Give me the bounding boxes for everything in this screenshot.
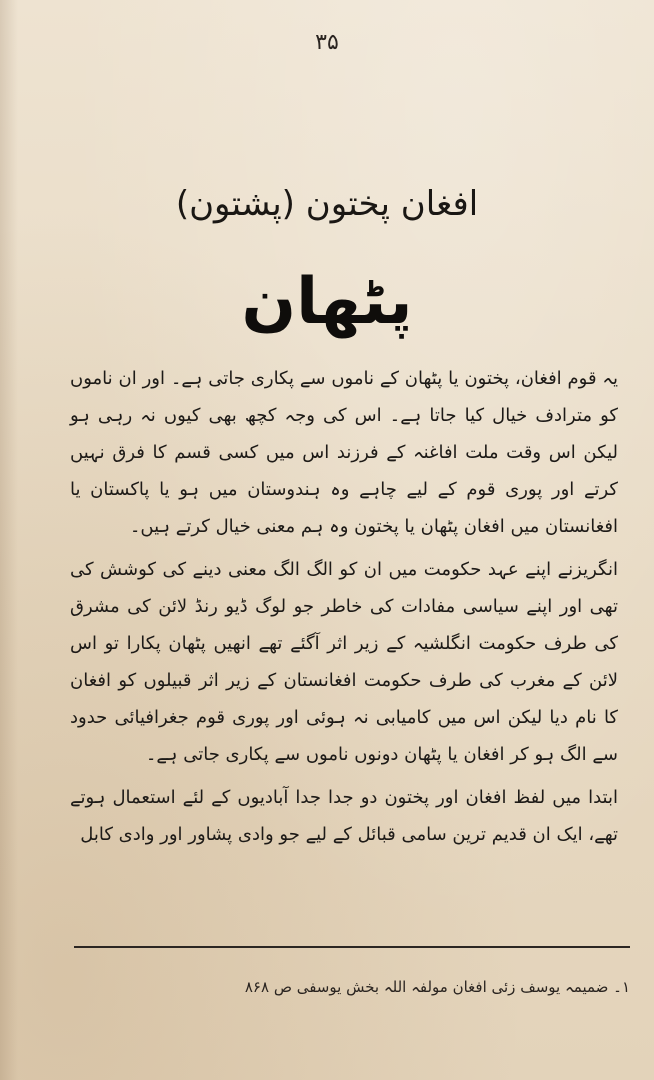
page-number: ۳۵ [315,30,339,55]
footnote: ۱۔ ضمیمہ یوسف زئی افغان مولفہ اللہ بخش یوسفی ص ۸۶۸ [244,978,630,996]
paragraph-1: یہ قوم افغان، پختون یا پٹھان کے ناموں سے پکاری جاتی ہے۔ اور ان ناموں کو مترادف خیال کیا جاتا ہے۔ اس کی وجہ کچھ بھی کیوں نہ رہی ہو لیکن اس وقت ملت افاغنہ کے فرزند اس میں کسی قسم کا فرق نہیں کرتے اور پوری قوم کے لیے چاہے وہ ہندوستان میں ہو یا پاکستان یا افغانستان میں افغان پٹھان یا پختون وہ ہم معنی خیال کرتے ہیں۔ [70,368,618,537]
page-edge-shadow [0,0,18,1080]
section-title: پٹھان [241,265,413,339]
body-text [70,360,618,859]
paragraph-2: انگریزنے اپنے عہد حکومت میں ان کو الگ الگ معنی دینے کی کوشش کی تھی اور اپنے سیاسی مفادات کی خاطر جو لوگ ڈیو رنڈ لائن کی مشرق کی طرف حکومت انگلشیہ کے زیر اثر آگئے تھے انھیں پٹھان پکارا تو اس لائن کے مغرب کی طرف حکومت افغانستان کے زیر اثر قبیلوں کو افغان کا نام دیا لیکن اس میں کامیابی نہ ہوئی اور پوری قوم جغرافیائی حدود سے الگ ہو کر افغان یا پٹھان دونوں ناموں سے پکاری جاتی ہے۔ [70,559,618,765]
chapter-heading: افغان پختون (پشتون) [175,184,479,224]
footnote-divider [74,946,630,948]
paragraph-3: ابتدا میں لفظ افغان اور پختون دو جدا جدا آبادیوں کے لئے استعمال ہوتے تھے، ایک ان قدیم ترین سامی قبائل کے لیے جو وادی پشاور اور وادی کابل [70,787,618,845]
